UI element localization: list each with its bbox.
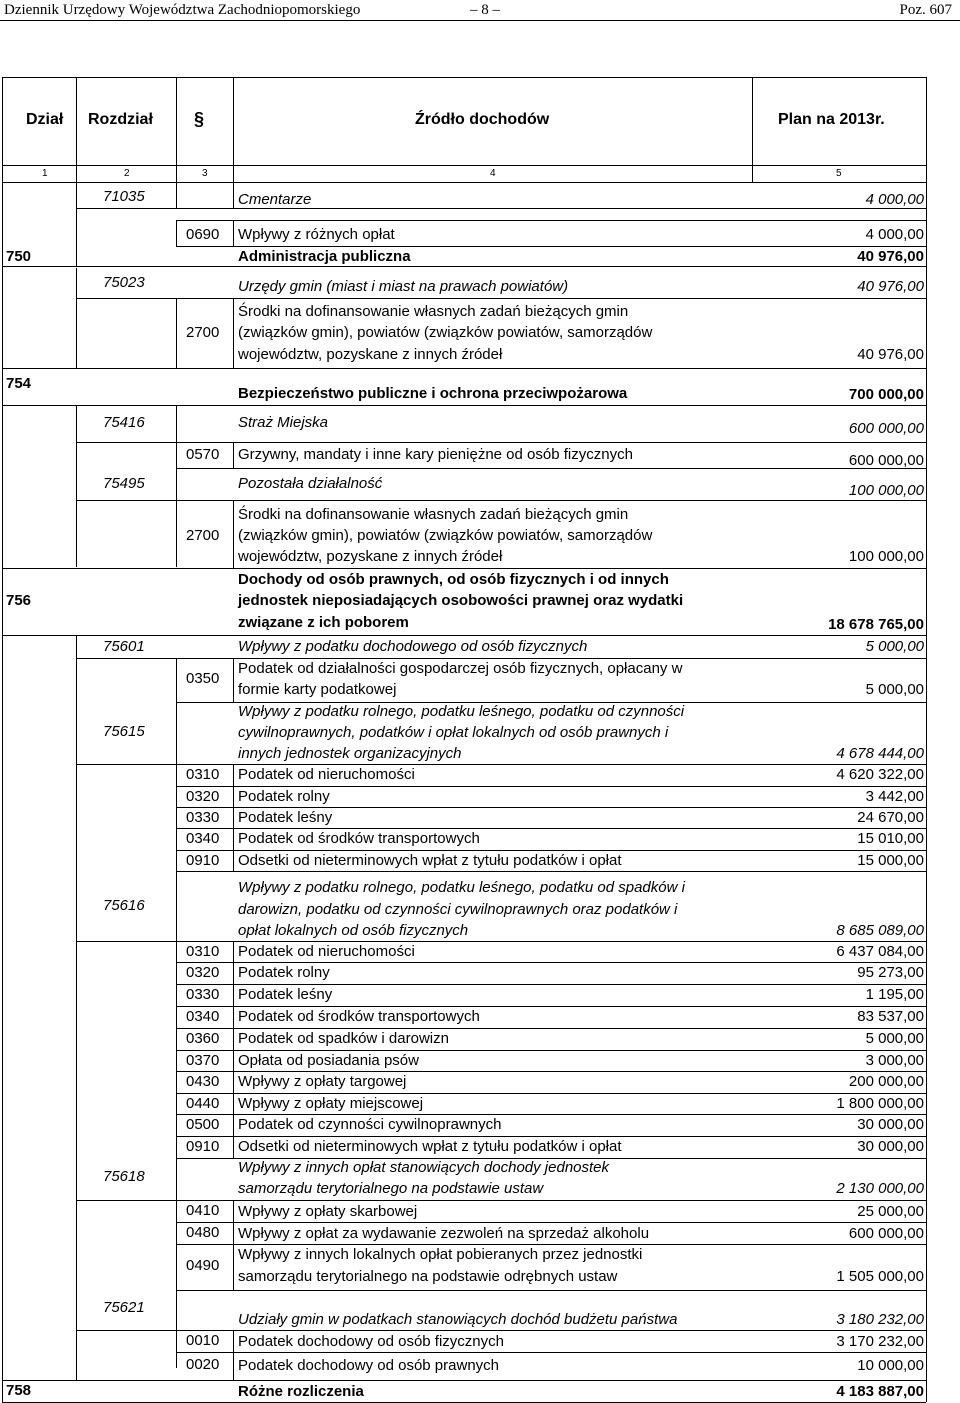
row-amount: 30 000,00 xyxy=(857,1116,924,1133)
col-index: 5 xyxy=(836,168,842,179)
row-divider xyxy=(2,405,926,406)
row-amount: 4 000,00 xyxy=(865,226,924,243)
dzial-code: 758 xyxy=(6,1382,32,1399)
rozdzial-code: 75615 xyxy=(103,723,145,740)
row-name-line: związane z ich poborem xyxy=(238,614,409,631)
column-divider xyxy=(76,182,77,266)
row-name: Podatek rolny xyxy=(238,964,330,981)
paragraf-code: 0410 xyxy=(186,1202,220,1219)
row-amount: 4 000,00 xyxy=(865,191,924,208)
row-name: Grzywny, mandaty i inne kary pieniężne od osób fizycznych xyxy=(238,446,633,463)
row-name-line: darowizn, podatku od czynności cywilnoprawnych oraz podatków i xyxy=(238,901,678,918)
row-name-line: Wpływy z podatku rolnego, podatku leśnego, podatku od czynności xyxy=(238,703,685,720)
row-name-line: (związków gmin), powiatów (związków powiatów, samorządów xyxy=(238,527,653,544)
table-right-border xyxy=(926,77,927,1402)
header-divider xyxy=(176,77,177,182)
row-amount: 40 976,00 xyxy=(857,346,924,363)
rozdzial-code: 75616 xyxy=(103,897,145,914)
row-amount: 1 195,00 xyxy=(865,986,924,1003)
row-amount: 200 000,00 xyxy=(848,1073,924,1090)
paragraf-code: 2700 xyxy=(186,527,220,544)
row-name: Udziały gmin w podatkach stanowiących dochód budżetu państwa xyxy=(238,1311,678,1328)
col-index: 2 xyxy=(124,168,130,179)
dzial-code: 754 xyxy=(6,375,32,392)
row-amount: 3 000,00 xyxy=(865,1052,924,1069)
row-name: Podatek od nieruchomości xyxy=(238,766,415,783)
column-divider xyxy=(233,1200,234,1290)
row-name: Podatek leśny xyxy=(238,986,333,1003)
paragraf-code: 0480 xyxy=(186,1224,220,1241)
row-amount: 15 010,00 xyxy=(857,830,924,847)
header-divider xyxy=(2,182,926,183)
col-header-dzial: Dział xyxy=(26,111,64,128)
row-name: Wpływy z podatku dochodowego od osób fizycznych xyxy=(238,638,588,655)
row-name-line: (związków gmin), powiatów (związków powiatów, samorządów xyxy=(238,324,653,341)
row-name: Odsetki od nieterminowych wpłat z tytułu podatków i opłat xyxy=(238,852,622,869)
paragraf-code: 0320 xyxy=(186,964,220,981)
row-name: Różne rozliczenia xyxy=(238,1383,364,1400)
row-amount: 1 800 000,00 xyxy=(836,1095,924,1112)
column-divider xyxy=(233,658,234,702)
row-name: Wpływy z opłaty miejscowej xyxy=(238,1095,424,1112)
paragraf-code: 2700 xyxy=(186,324,220,341)
row-amount: 4 183 887,00 xyxy=(836,1383,924,1400)
row-name-line: Wpływy z innych opłat stanowiących dochody jednostek xyxy=(238,1159,610,1176)
col-header-plan: Plan na 2013r. xyxy=(778,111,885,128)
paragraf-code: 0350 xyxy=(186,670,220,687)
rozdzial-code: 75023 xyxy=(103,274,145,291)
paragraf-code: 0690 xyxy=(186,226,220,243)
column-divider xyxy=(176,220,177,246)
row-name-line: samorządu terytorialnego na podstawie odrębnych ustaw xyxy=(238,1268,618,1285)
row-name: Podatek od spadków i darowizn xyxy=(238,1030,449,1047)
row-amount: 600 000,00 xyxy=(848,452,924,469)
row-divider xyxy=(2,266,926,267)
row-amount: 5 000,00 xyxy=(865,1030,924,1047)
paragraf-code: 0440 xyxy=(186,1095,220,1112)
row-divider xyxy=(176,1352,926,1353)
col-index: 3 xyxy=(202,168,208,179)
row-amount: 700 000,00 xyxy=(848,386,924,403)
paragraph-symbol-icon: § xyxy=(194,109,205,129)
col-header-zrodlo: Źródło dochodów xyxy=(415,111,550,128)
rozdzial-code: 75618 xyxy=(103,1168,145,1185)
row-divider xyxy=(176,1290,926,1291)
rozdzial-code: 71035 xyxy=(103,188,145,205)
row-name: Pozostała działalność xyxy=(238,475,383,492)
column-divider xyxy=(233,500,234,568)
column-divider xyxy=(76,268,77,368)
row-name-line: Środki na dofinansowanie własnych zadań bieżących gmin xyxy=(238,303,629,320)
row-name: Wpływy z opłaty targowej xyxy=(238,1073,407,1090)
header-divider xyxy=(752,77,753,182)
row-amount: 4 620 322,00 xyxy=(836,766,924,783)
table-left-border xyxy=(2,77,3,1402)
column-divider xyxy=(176,182,177,208)
column-divider xyxy=(233,442,234,468)
position-number: Poz. 607 xyxy=(899,2,952,18)
row-amount: 100 000,00 xyxy=(848,482,924,499)
row-divider xyxy=(176,220,926,221)
row-name-line: Dochody od osób prawnych, od osób fizycznych i od innych xyxy=(238,571,669,588)
row-name: Podatek od nieruchomości xyxy=(238,943,415,960)
header-divider xyxy=(76,77,77,182)
paragraf-code: 0570 xyxy=(186,446,220,463)
paragraf-code: 0910 xyxy=(186,852,220,869)
row-divider xyxy=(176,871,926,872)
row-name-line: samorządu terytorialnego na podstawie ustaw xyxy=(238,1180,544,1197)
row-name-line: jednostek nieposiadających osobowości prawnej oraz wydatki xyxy=(238,592,684,609)
paragraf-code: 0360 xyxy=(186,1030,220,1047)
row-amount: 25 000,00 xyxy=(857,1203,924,1220)
row-name-line: innych jednostek organizacyjnych xyxy=(238,745,462,762)
column-divider xyxy=(233,182,234,208)
row-divider xyxy=(76,298,926,299)
row-amount: 3 180 232,00 xyxy=(836,1311,924,1328)
row-name-line: Podatek od działalności gospodarczej osób fizycznych, opłacany w xyxy=(238,660,683,677)
rozdzial-code: 75416 xyxy=(103,414,145,431)
paragraf-code: 0340 xyxy=(186,830,220,847)
row-name-line: województw, pozyskane z innych źródeł xyxy=(238,548,503,565)
row-amount: 5 000,00 xyxy=(865,638,924,655)
row-name: Wpływy z opłat za wydawanie zezwoleń na sprzedaż alkoholu xyxy=(238,1225,650,1242)
column-divider xyxy=(176,405,177,567)
row-name-line: województw, pozyskane z innych źródeł xyxy=(238,346,503,363)
paragraf-code: 0330 xyxy=(186,986,220,1003)
row-name: Wpływy z opłaty skarbowej xyxy=(238,1203,418,1220)
row-name: Straż Miejska xyxy=(238,414,329,431)
table-top-border xyxy=(2,77,926,78)
row-name: Podatek leśny xyxy=(238,809,333,826)
paragraf-code: 0020 xyxy=(186,1356,220,1373)
rozdzial-code: 75601 xyxy=(103,638,145,655)
page-header xyxy=(0,0,960,20)
paragraf-code: 0340 xyxy=(186,1008,220,1025)
row-amount: 10 000,00 xyxy=(857,1357,924,1374)
header-divider xyxy=(233,77,234,182)
row-amount: 600 000,00 xyxy=(848,1225,924,1242)
row-name: Wpływy z różnych opłat xyxy=(238,226,395,243)
row-name: Podatek rolny xyxy=(238,788,330,805)
row-amount: 83 537,00 xyxy=(857,1008,924,1025)
row-name: Odsetki od nieterminowych wpłat z tytułu podatków i opłat xyxy=(238,1138,622,1155)
paragraf-code: 0500 xyxy=(186,1116,220,1133)
row-amount: 6 437 084,00 xyxy=(836,943,924,960)
row-name: Podatek dochodowy od osób fizycznych xyxy=(238,1333,504,1350)
row-amount: 18 678 765,00 xyxy=(828,616,924,633)
row-name-line: Środki na dofinansowanie własnych zadań bieżących gmin xyxy=(238,506,629,523)
row-amount: 8 685 089,00 xyxy=(836,922,924,939)
paragraf-code: 0320 xyxy=(186,788,220,805)
rozdzial-code: 75621 xyxy=(103,1299,145,1316)
page-number: – 8 – xyxy=(470,2,500,18)
column-divider xyxy=(233,764,234,871)
paragraf-code: 0310 xyxy=(186,943,220,960)
paragraf-code: 0310 xyxy=(186,766,220,783)
row-name: Urzędy gmin (miast i miast na prawach powiatów) xyxy=(238,278,569,295)
row-amount: 3 442,00 xyxy=(865,788,924,805)
row-name-line: Wpływy z innych lokalnych opłat pobieranych przez jednostki xyxy=(238,1246,643,1263)
paragraf-code: 0010 xyxy=(186,1332,220,1349)
column-divider xyxy=(76,405,77,567)
row-name-line: Wpływy z podatku rolnego, podatku leśnego, podatku od spadków i xyxy=(238,879,685,896)
row-divider xyxy=(176,468,926,469)
row-amount: 2 130 000,00 xyxy=(836,1180,924,1197)
column-divider xyxy=(233,298,234,368)
row-amount: 95 273,00 xyxy=(857,964,924,981)
row-divider xyxy=(2,1380,926,1381)
row-amount: 100 000,00 xyxy=(848,548,924,565)
row-amount: 40 976,00 xyxy=(857,278,924,295)
row-name-line: formie karty podatkowej xyxy=(238,681,397,698)
row-name: Opłata od posiadania psów xyxy=(238,1052,419,1069)
paragraf-code: 0330 xyxy=(186,809,220,826)
row-amount: 1 505 000,00 xyxy=(836,1268,924,1285)
col-index: 1 xyxy=(42,168,48,179)
row-amount: 24 670,00 xyxy=(857,809,924,826)
row-name: Podatek dochodowy od osób prawnych xyxy=(238,1357,500,1374)
row-amount: 3 170 232,00 xyxy=(836,1333,924,1350)
paragraf-code: 0430 xyxy=(186,1073,220,1090)
row-divider xyxy=(76,500,926,501)
row-name-line: opłat lokalnych od osób fizycznych xyxy=(238,922,469,939)
row-name: Cmentarze xyxy=(238,191,312,208)
col-index: 4 xyxy=(490,168,496,179)
row-amount: 600 000,00 xyxy=(848,420,924,437)
header-divider xyxy=(2,165,926,166)
row-name: Podatek od środków transportowych xyxy=(238,1008,480,1025)
row-name: Bezpieczeństwo publiczne i ochrona przeciwpożarowa xyxy=(238,385,628,402)
paragraf-code: 0910 xyxy=(186,1138,220,1155)
row-name: Podatek od czynności cywilnoprawnych xyxy=(238,1116,502,1133)
row-amount: 40 976,00 xyxy=(857,248,924,265)
publication-title: Dziennik Urzędowy Województwa Zachodniopomorskiego xyxy=(4,2,361,18)
row-name: Podatek od środków transportowych xyxy=(238,830,480,847)
paragraf-code: 0370 xyxy=(186,1052,220,1069)
row-amount: 15 000,00 xyxy=(857,852,924,869)
paragraf-code: 0490 xyxy=(186,1257,220,1274)
row-divider xyxy=(76,208,926,209)
column-divider xyxy=(233,1330,234,1380)
row-amount: 30 000,00 xyxy=(857,1138,924,1155)
dzial-code: 756 xyxy=(6,592,32,609)
column-divider xyxy=(76,635,77,1380)
row-name-line: cywilnoprawnych, podatków i opłat lokalnych od osób prawnych i xyxy=(238,724,669,741)
row-amount: 4 678 444,00 xyxy=(836,745,924,762)
rozdzial-code: 75495 xyxy=(103,475,145,492)
header-rule xyxy=(0,20,960,21)
row-divider xyxy=(2,368,926,369)
row-amount: 5 000,00 xyxy=(865,681,924,698)
dzial-code: 750 xyxy=(6,248,32,265)
column-divider xyxy=(176,298,177,368)
column-divider xyxy=(233,220,234,246)
row-name: Administracja publiczna xyxy=(238,248,411,265)
row-divider xyxy=(76,442,926,443)
col-header-rozdzial: Rozdział xyxy=(88,111,153,128)
